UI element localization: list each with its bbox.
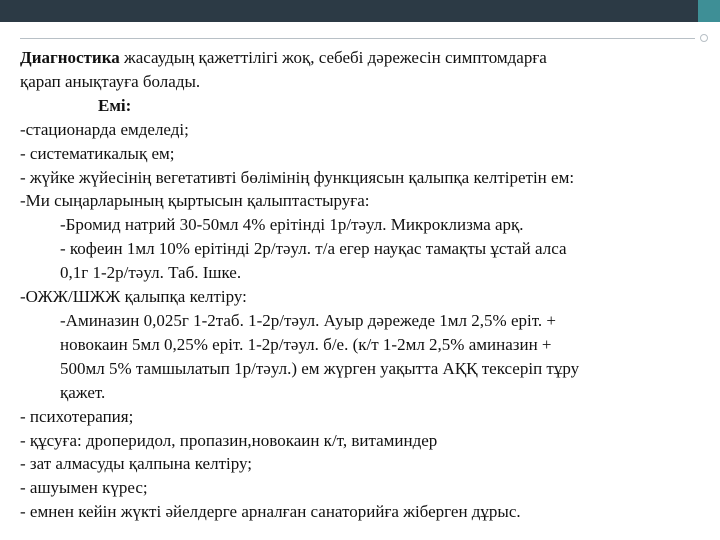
header-divider xyxy=(20,38,695,39)
top-accent-block xyxy=(698,0,720,22)
list-item: - ашуымен күрес; xyxy=(20,478,148,498)
list-item: - құсуға: дроперидол, пропазин,новокаин к/т, витаминдер xyxy=(20,430,438,450)
slide-body-text xyxy=(20,46,710,524)
list-item: -ОЖЖ/ШЖЖ қалыпқа келтіру: xyxy=(20,287,247,307)
divider-end-circle xyxy=(700,34,708,42)
sub-list-item: 0,1г 1-2р/тәул. Таб. Ішке. xyxy=(60,263,242,283)
intro-line-1 xyxy=(20,46,710,70)
list-item: - зат алмасуды қалпына келтіру; xyxy=(20,454,252,474)
sub-list-item: новокаин 5мл 0,25% ерiт. 1-2р/тәул. б/е. (к/т 1-2мл 2,5% аминазин + xyxy=(60,334,552,354)
list-item: -Ми сыңарларының қыртысын қалыптастыруға: xyxy=(20,191,370,211)
list-item: - жүйке жүйесінің вегетативті бөлімінің функциясын қалыпқа келтіретін ем: xyxy=(20,167,575,187)
sub-list-item: 500мл 5% тамшылатып 1р/тәул.) ем жүрген уақытта АҚҚ тексеріп тұру xyxy=(60,358,580,378)
sub-list-item: - кофеин 1мл 10% ерітінді 2р/тәул. т/а егер науқас тамақты ұстай алса xyxy=(60,239,567,259)
top-decorative-band xyxy=(0,0,720,22)
intro-text: жасаудың қажеттілігі жоқ, себебі дәрежесін симптомдарға xyxy=(119,48,547,67)
list-item: - психотерапия; xyxy=(20,406,134,426)
sub-list-item: қажет. xyxy=(60,382,106,402)
term-diagnostics: Диагностика xyxy=(20,48,120,67)
list-item: - систематикалық ем; xyxy=(20,143,175,163)
sub-list-item: -Аминазин 0,025г 1-2таб. 1-2р/тәул. Ауыр дәрежеде 1мл 2,5% ерiт. + xyxy=(60,310,556,330)
list-item: -стационарда емделеді; xyxy=(20,119,189,139)
treatment-heading: Емі: xyxy=(98,95,132,115)
list-item: - емнен кейін жүкті әйелдерге арналған санаторийға жіберген дұрыс. xyxy=(20,502,521,522)
intro-line-2: қарап анықтауға болады. xyxy=(20,71,201,91)
sub-list-item: -Бромид натрий 30-50мл 4% ерітінді 1р/тәул. Микроклизма арқ. xyxy=(60,215,524,235)
